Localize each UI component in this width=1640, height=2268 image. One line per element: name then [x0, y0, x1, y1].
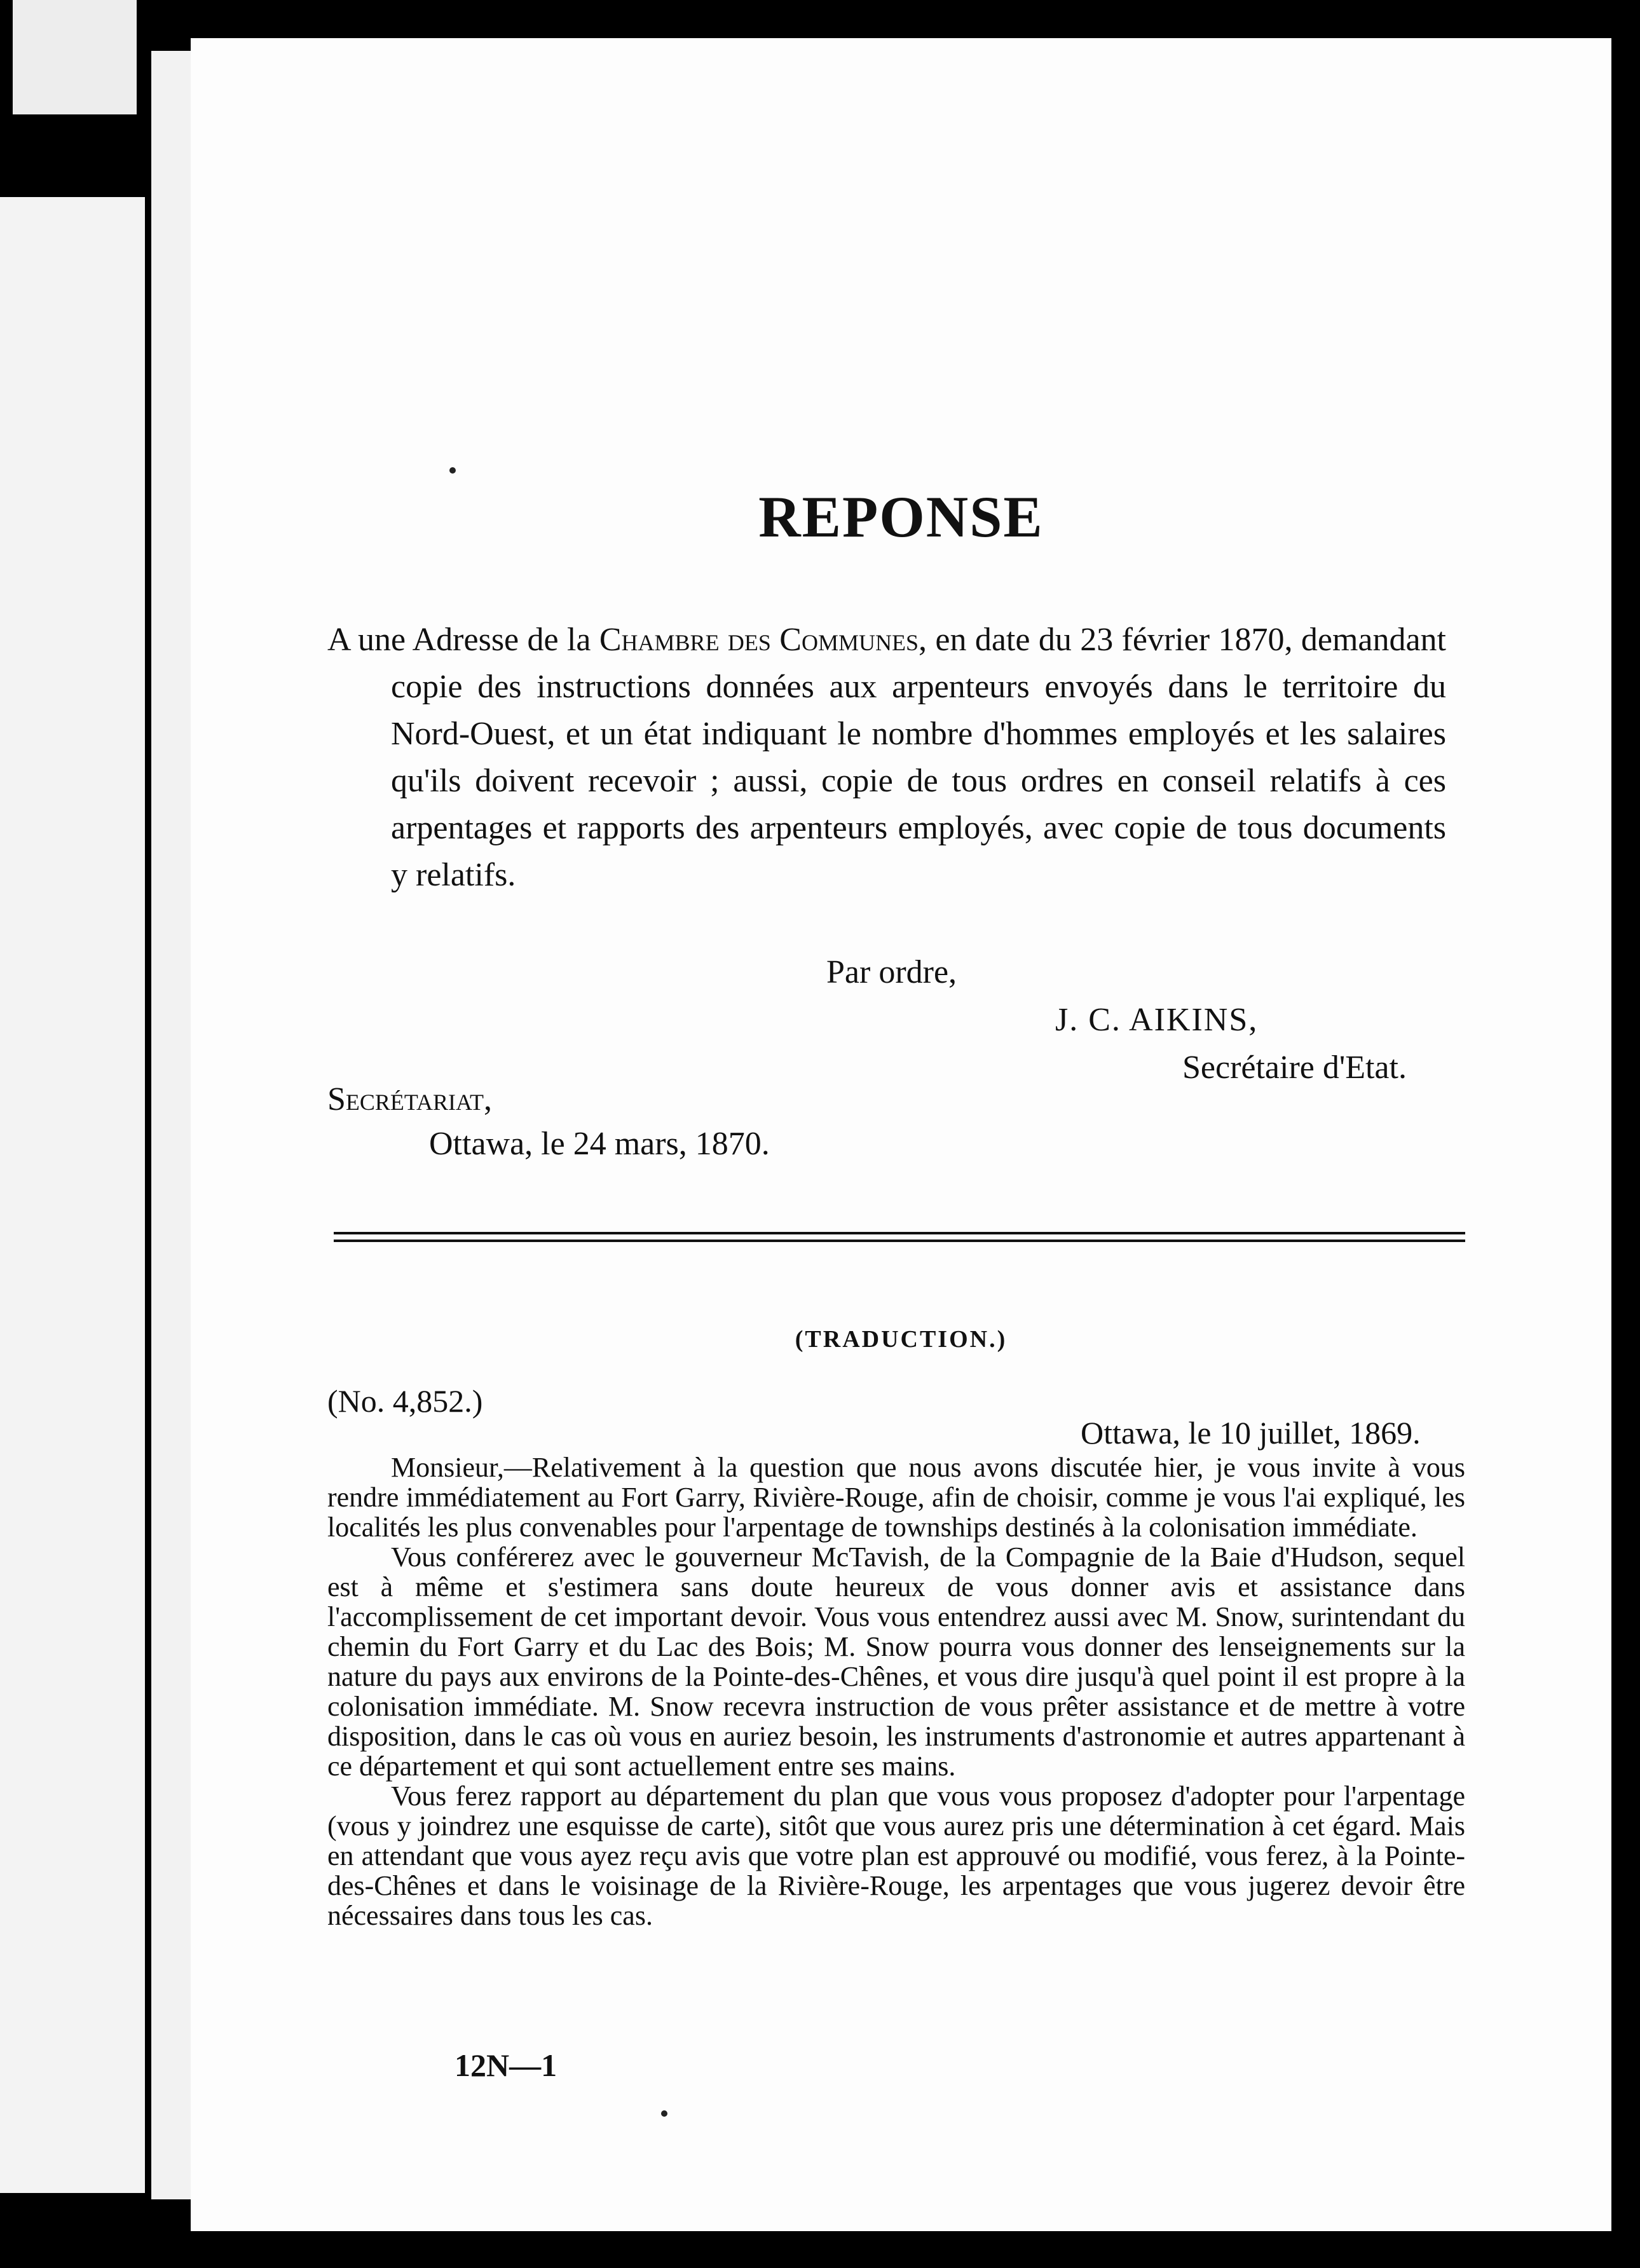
scan-left-edge	[0, 0, 191, 2268]
folio-mark: 12N—1	[454, 2047, 557, 2083]
letter-body	[327, 1452, 1465, 1930]
by-order: Par ordre,	[826, 954, 957, 990]
letter-paragraph: Vous conférerez avec le gouverneur McTavish, de la Compagnie de la Baie d'Hudson, sequel est à même et s'estimera sans doute heureux de vous donner avis et assistance dans l'accomplissement de cet important devoir. Vous vous entendrez aussi avec M. Snow, surintendant du chemin du Fort Garry et du Lac des Bois; M. Snow pourra vous donner des lenseignements sur la nature du pays aux environs de la Pointe-des-Chênes, et vous dire jusqu'à quel point il est propre à la colonisation immédiate. M. Snow recevra instruction de vous prêter assistance et de mettre à votre disposition, dans le cas où vous en auriez besoin, les instruments d'astronomie et autres appartenant à ce département et qui sont actuellement entre ses mains.	[327, 1541, 1465, 1782]
place-date: Ottawa, le 24 mars, 1870.	[429, 1126, 770, 1162]
letter-number: (No. 4,852.)	[327, 1383, 483, 1419]
office-name: Secrétariat,	[327, 1081, 493, 1117]
translation-heading: (TRADUCTION.)	[795, 1326, 1008, 1353]
letter-paragraph: Vous ferez rapport au département du plan que vous vous proposez d'adopter pour l'arpentage (vous y joindrez une esquisse de carte), sitôt que vous aurez pris une détermination à cet égard. Mais en attendant que vous ayez reçu avis que votre plan est approuvé ou modifié, vous ferez, à la Pointe-des-Chênes et dans le voisinage de la Rivière-Rouge, les arpentages que vous jugerez devoir être nécessaires dans tous les cas.	[327, 1780, 1465, 1931]
letter-paragraph: Monsieur,—Relativement à la question que nous avons discutée hier, je vous invite à vous rendre immédiatement au Fort Garry, Rivière-Rouge, afin de choisir, comme je vous l'ai expliqué, les localités les plus convenables pour l'arpentage de townships destinés à la colonisation immédiate.	[327, 1452, 1465, 1543]
address-paragraph	[327, 617, 1446, 899]
scan-speck	[661, 2110, 667, 2117]
address-text: , en date du 23 février 1870, demandant copie des instructions données aux arpenteurs envoyés dans le territoire du Nord-Ouest, et un état indiquant le nombre d'hommes employés et les salaires qu'ils doivent recevoir ; aussi, copie de tous ordres en conseil relatifs à ces arpentages et rapports des arpenteurs employés, avec copie de tous documents y relatifs.	[391, 622, 1446, 893]
page-title: REPONSE	[758, 484, 1044, 549]
document-page	[191, 38, 1611, 2231]
scan-speck	[449, 467, 456, 474]
adjacent-page-fragment	[13, 0, 137, 114]
chamber-name: Chambre des Communes	[599, 622, 919, 658]
signatory-title: Secrétaire d'Etat.	[1182, 1049, 1407, 1086]
letter-date: Ottawa, le 10 juillet, 1869.	[1081, 1415, 1421, 1451]
address-lead: A une Adresse de la	[327, 622, 599, 658]
binding-edge	[145, 51, 191, 2199]
divider-rule	[334, 1232, 1465, 1242]
adjacent-page-strip	[0, 197, 149, 2193]
signatory-name: J. C. AIKINS,	[1055, 1002, 1259, 1038]
